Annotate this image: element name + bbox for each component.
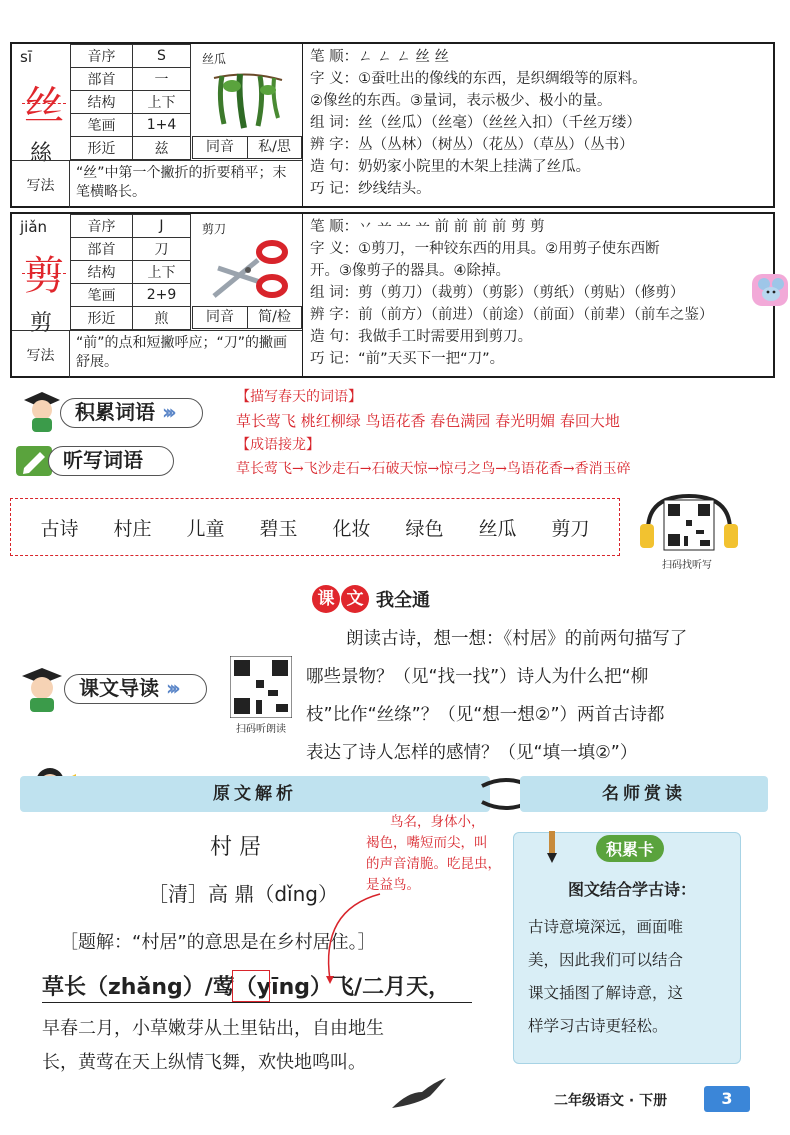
- pinyin: jiǎn: [20, 218, 48, 236]
- dictation-word-box: [10, 498, 620, 556]
- dictation-qr-code-icon[interactable]: [640, 490, 738, 556]
- char-details: 笔 顺：ㄥ ㄥ ㄥ 丝 丝 字 义：①蚕吐出的像线的东西，是织绸缎等的原料。 ②像丝的东西。③量词，表示极少、极小的量。 组 词：丝（丝瓜）（丝毫）（丝丝入扣）（千丝万缕） 辨 字：丛（丛林）（树丛）（花丛）（草丛）（丛书） 造 句：奶奶家小院里的木架上挂满了丝瓜。 巧 记：纱线结头。: [310, 49, 647, 197]
- page-number: 3: [704, 1086, 750, 1112]
- chevron-icon: ›››: [165, 676, 176, 700]
- big-character: 剪: [24, 244, 64, 301]
- accumulate-sub1: 【描写春天的词语】: [236, 389, 362, 405]
- lesson-badge-ke: 课: [312, 585, 340, 613]
- lesson-title: 我全通: [376, 590, 430, 611]
- pencil-icon: [16, 446, 52, 476]
- swallow-icon: [388, 1074, 448, 1114]
- homophone-value: 私/思: [247, 136, 302, 159]
- poem-note: ［题解：“村居”的意思是在乡村居住。］: [60, 932, 376, 953]
- mouse-sticker-icon: [752, 272, 788, 308]
- poem-translation: 早春二月，小草嫩芽从土里钻出，自由地生 长，黄莺在天上纵情飞舞，欢快地鸣叫。: [42, 1018, 384, 1073]
- handwritten-annotation: 鸟名，身体小， 褐色，嘴短而尖，叫 的声音清脆。吃昆虫， 是益鸟。: [366, 814, 501, 893]
- guide-heading: 课文导读 ›››: [64, 674, 207, 704]
- homophone-label: 同音: [192, 136, 248, 159]
- highlight-box: [232, 970, 270, 1002]
- teacher-banner: 名师赏读: [520, 776, 768, 812]
- accumulate-words1: 草长莺飞 桃红柳绿 鸟语花香 春色满园 春光明媚 春回大地: [236, 412, 620, 430]
- poem-underline: [42, 1002, 472, 1003]
- char-info-grid: 音序 S 部首 一 结构 上下 笔画 1+4 形近 兹: [70, 44, 191, 160]
- char-card-si: [10, 42, 775, 208]
- dictation-qr-caption: 扫码找听写: [662, 560, 712, 571]
- poem-author: ［清］高 鼎（dǐng）: [148, 882, 338, 906]
- char-info-grid: 音序 J 部首 刀 结构 上下 笔画 2+9 形近 煎: [70, 214, 191, 330]
- traditional-character: 剪: [30, 311, 53, 336]
- big-character: 丝: [24, 74, 64, 131]
- dictation-word: 化妆: [332, 517, 371, 540]
- lesson-badge-wen: 文: [341, 585, 369, 613]
- student-mascot-icon: [16, 664, 66, 714]
- pinyin: sī: [20, 48, 32, 66]
- luffa-illustration: [208, 68, 286, 134]
- accumulate-heading: 积累词语 ›››: [60, 398, 203, 428]
- picture-label: 丝瓜: [202, 52, 227, 66]
- char-card-jian: [10, 212, 775, 378]
- dictation-word: 绿色: [405, 517, 444, 540]
- dictation-word: 村庄: [113, 517, 152, 540]
- reading-qr-caption: 扫码听朗读: [236, 724, 286, 735]
- accumulate-words2: 草长莺飞→飞沙走石→石破天惊→惊弓之鸟→鸟语花香→香消玉碎: [236, 461, 631, 477]
- picture-label: 剪刀: [202, 222, 227, 236]
- writing-tip: 写法 “丝”中第一个撇折的折要稍平；末笔横略长。: [12, 160, 302, 208]
- homophone-label: 同音: [192, 306, 248, 329]
- char-details: 笔 顺：丷 䒑 䒑 䒑 前 前 前 前 剪 剪 字 义：①剪刀，一种铰东西的用具。②用剪子使东西断 开。③像剪子的器具。④除掉。 组 词：剪（剪刀）（裁剪）（剪影）（剪纸）（剪贴）（修剪） 辨 字：前（前方）（前进）（前途）（前面）（前辈）（前车之鉴） 造 句：我做手工时需要用到剪刀。 巧 记：“前”天买下一把“刀”。: [310, 219, 714, 367]
- dictation-word: 丝瓜: [478, 517, 517, 540]
- guide-text: 朗读古诗，想一想：《村居》的前两句描写了 哪些景物？（见“找一找”）诗人为什么把“柳 枝”比作“丝绦”？（见“想一想②”）两首古诗都 表达了诗人怎样的感情？（见“填一填②”）: [306, 629, 688, 763]
- reading-qr-code-icon[interactable]: [230, 656, 292, 718]
- dictation-heading: 听写词语: [48, 446, 174, 476]
- scissors-illustration: [208, 238, 290, 304]
- accumulate-sub2: 【成语接龙】: [236, 437, 320, 453]
- dictation-word: 碧玉: [259, 517, 298, 540]
- card-title: 积累卡: [596, 835, 664, 862]
- writing-tip: 写法 “前”的点和短撇呼应；“刀”的撇画舒展。: [12, 330, 302, 378]
- book-title: 二年级语文 · 下册: [554, 1093, 668, 1109]
- brush-pen-icon: [542, 831, 562, 863]
- homophone-value: 简/检: [247, 306, 302, 329]
- student-mascot-icon: [18, 390, 62, 434]
- dictation-word: 古诗: [40, 517, 79, 540]
- chevron-icon: ›››: [161, 400, 172, 424]
- poem-title: 村 居: [210, 835, 261, 860]
- analysis-banner: 原文解析: [20, 776, 490, 812]
- poem-line-1: 草长（zhǎng）/莺（yīng）飞/二月天，: [42, 975, 451, 1000]
- accumulation-card: 积累卡 图文结合学古诗： 古诗意境深远，画面唯 美，因此我们可以结合 课文插图了解诗意，这 样学习古诗更轻松。: [513, 832, 741, 1064]
- card-heading: 图文结合学古诗：: [568, 880, 697, 899]
- dictation-word: 剪刀: [551, 517, 590, 540]
- traditional-character: 絲: [30, 141, 53, 166]
- dictation-word: 儿童: [186, 517, 225, 540]
